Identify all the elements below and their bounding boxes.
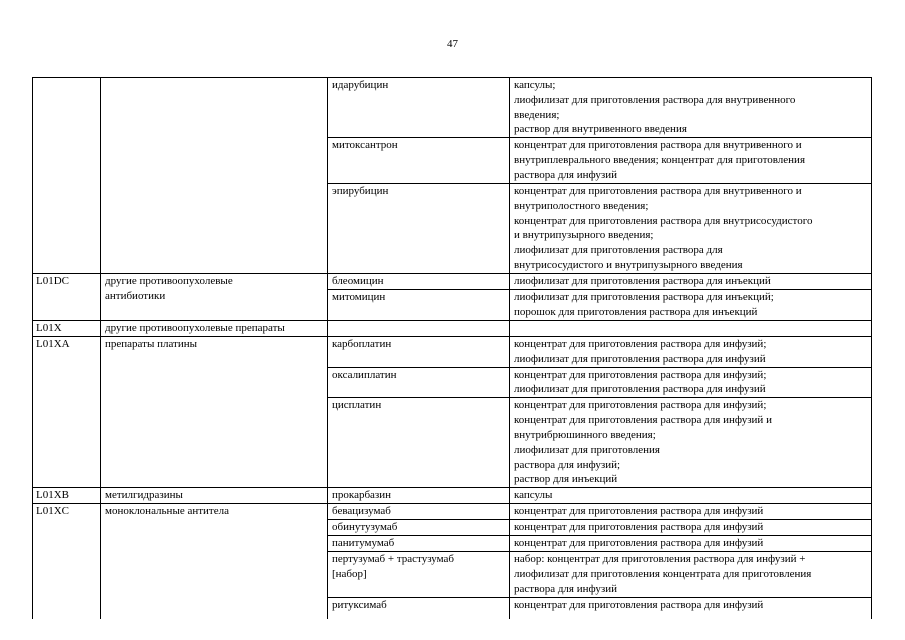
dosage-form-line: раствора для инфузий: [514, 582, 617, 595]
drug-name: [332, 137, 512, 153]
column-divider: [327, 77, 328, 619]
dosage-form-line: концентрат для приготовления раствора для внутривенного и: [514, 139, 802, 152]
dosage-form-line: лиофилизат для приготовления раствора для инъекций: [514, 275, 771, 287]
dosage-form-line: внутриполостного введения;: [514, 199, 649, 212]
dosage-form: [514, 503, 870, 519]
dosage-form-line: капсулы;: [514, 79, 556, 91]
dosage-form: [514, 397, 870, 487]
dosage-form-line: концентрат для приготовления раствора для инфузий: [514, 505, 764, 518]
dosage-form-line: концентрат для приготовления раствора для инфузий;: [514, 399, 767, 412]
dosage-form: [514, 137, 870, 182]
group-name-line: другие противоопухолевые препараты: [105, 321, 285, 334]
drug-name-line: пертузумаб + трастузумаб: [332, 553, 455, 566]
drug-name-line: митомицин: [332, 291, 386, 303]
dosage-form-line: раствор для внутривенного введения: [514, 123, 687, 136]
drug-name-line: [набор]: [332, 568, 367, 581]
atc-code: L01XA: [36, 337, 70, 350]
drug-name: [332, 535, 512, 551]
group-name: [105, 487, 325, 503]
drug-name-line: ритуксимаб: [332, 598, 387, 611]
dosage-form-line: концентрат для приготовления раствора для инфузий: [514, 537, 764, 550]
column-divider: [509, 77, 510, 619]
drug-name-line: идарубицин: [332, 79, 389, 91]
group-name-line: метилгидразины: [105, 489, 183, 502]
column-divider: [32, 77, 33, 619]
drug-name-line: панитумумаб: [332, 537, 395, 550]
dosage-form-line: и внутрипузырного введения;: [514, 229, 654, 242]
drug-name: [332, 77, 512, 93]
dosage-form-line: лиофилизат для приготовления раствора для внутривенного: [514, 93, 796, 106]
dosage-form: [514, 183, 870, 273]
dosage-form-line: введения;: [514, 108, 560, 121]
dosage-form: [514, 289, 870, 320]
dosage-form-line: концентрат для приготовления раствора для инфузий: [514, 598, 764, 611]
drug-name: [332, 519, 512, 535]
dosage-form-line: порошок для приготовления раствора для инъекций: [514, 305, 758, 318]
drug-table: [32, 77, 872, 619]
atc-code: L01DC: [36, 275, 69, 287]
dosage-form: [514, 77, 870, 137]
dosage-form: [514, 551, 870, 596]
dosage-form: [514, 597, 870, 613]
dosage-form-line: лиофилизат для приготовления раствора для: [514, 244, 723, 257]
drug-name-line: эпирубицин: [332, 185, 389, 197]
page-number: 47: [447, 38, 458, 50]
dosage-form: [514, 535, 870, 551]
drug-name-line: митоксантрон: [332, 139, 398, 152]
dosage-form-line: лиофилизат для приготовления раствора для инъекций;: [514, 291, 774, 303]
dosage-form-line: лиофилизат для приготовления концентрата для приготовления: [514, 568, 812, 581]
drug-name: [332, 597, 512, 613]
drug-name-line: [332, 321, 512, 336]
dosage-form-line: концентрат для приготовления раствора для инфузий и: [514, 414, 772, 427]
drug-name: [332, 503, 512, 519]
drug-name-line: обинутузумаб: [332, 521, 398, 534]
dosage-form-line: лиофилизат для приготовления: [514, 443, 660, 456]
drug-name-line: цисплатин: [332, 399, 382, 412]
dosage-form-line: набор: концентрат для приготовления раствора для инфузий +: [514, 553, 806, 566]
dosage-form-line: концентрат для приготовления раствора для внутрисосудистого: [514, 214, 813, 227]
atc-code: L01XB: [36, 489, 69, 502]
dosage-form-line: концентрат для приготовления раствора для внутривенного и: [514, 185, 802, 197]
dosage-form: [514, 336, 870, 367]
drug-name: [332, 367, 512, 383]
drug-name: [332, 397, 512, 413]
drug-name: [332, 487, 512, 503]
group-name-line: препараты платины: [105, 337, 198, 350]
dosage-form-line: [514, 321, 870, 336]
dosage-form-line: внутрисосудистого и внутрипузырного введения: [514, 258, 743, 271]
drug-name-line: прокарбазин: [332, 489, 392, 502]
dosage-form-line: лиофилизат для приготовления раствора для инфузий: [514, 352, 766, 365]
dosage-form: [514, 487, 870, 503]
drug-name: [332, 551, 512, 582]
group-name: [105, 273, 325, 304]
column-divider: [100, 77, 101, 619]
drug-name-line: блеомицин: [332, 275, 384, 287]
dosage-form-line: раствора для инфузий: [514, 168, 617, 181]
dosage-form-line: внутриплеврального введения; концентрат для приготовления: [514, 154, 806, 167]
drug-name: [332, 289, 512, 305]
drug-name: [332, 336, 512, 352]
dosage-form: [514, 519, 870, 535]
group-name: [105, 320, 325, 336]
dosage-form-line: концентрат для приготовления раствора для инфузий;: [514, 368, 767, 381]
dosage-form-line: раствор для инъекций: [514, 473, 618, 486]
dosage-form-line: лиофилизат для приготовления раствора для инфузий: [514, 383, 766, 396]
dosage-form-line: раствора для инфузий;: [514, 458, 621, 471]
atc-code: L01X: [36, 321, 62, 334]
drug-name: [332, 320, 512, 336]
atc-code: L01XC: [36, 505, 69, 518]
drug-name-line: оксалиплатин: [332, 368, 397, 381]
dosage-form: [514, 367, 870, 398]
dosage-form-line: капсулы: [514, 489, 553, 502]
drug-name: [332, 183, 512, 199]
column-divider: [871, 77, 872, 619]
group-name: [105, 336, 325, 352]
dosage-form: [514, 273, 870, 289]
dosage-form: [514, 320, 870, 336]
group-name-line: другие противоопухолевые: [105, 275, 233, 287]
group-name-line: моноклональные антитела: [105, 505, 229, 518]
dosage-form-line: концентрат для приготовления раствора для инфузий: [514, 521, 764, 534]
drug-name: [332, 273, 512, 289]
atc-code: [36, 77, 96, 78]
dosage-form-line: внутрибрюшинного введения;: [514, 428, 656, 441]
drug-name-line: бевацизумаб: [332, 505, 391, 518]
group-name: [105, 77, 325, 78]
dosage-form-line: концентрат для приготовления раствора для инфузий;: [514, 337, 767, 350]
group-name-line: антибиотики: [105, 289, 166, 302]
drug-name-line: карбоплатин: [332, 337, 392, 350]
group-name: [105, 503, 325, 519]
